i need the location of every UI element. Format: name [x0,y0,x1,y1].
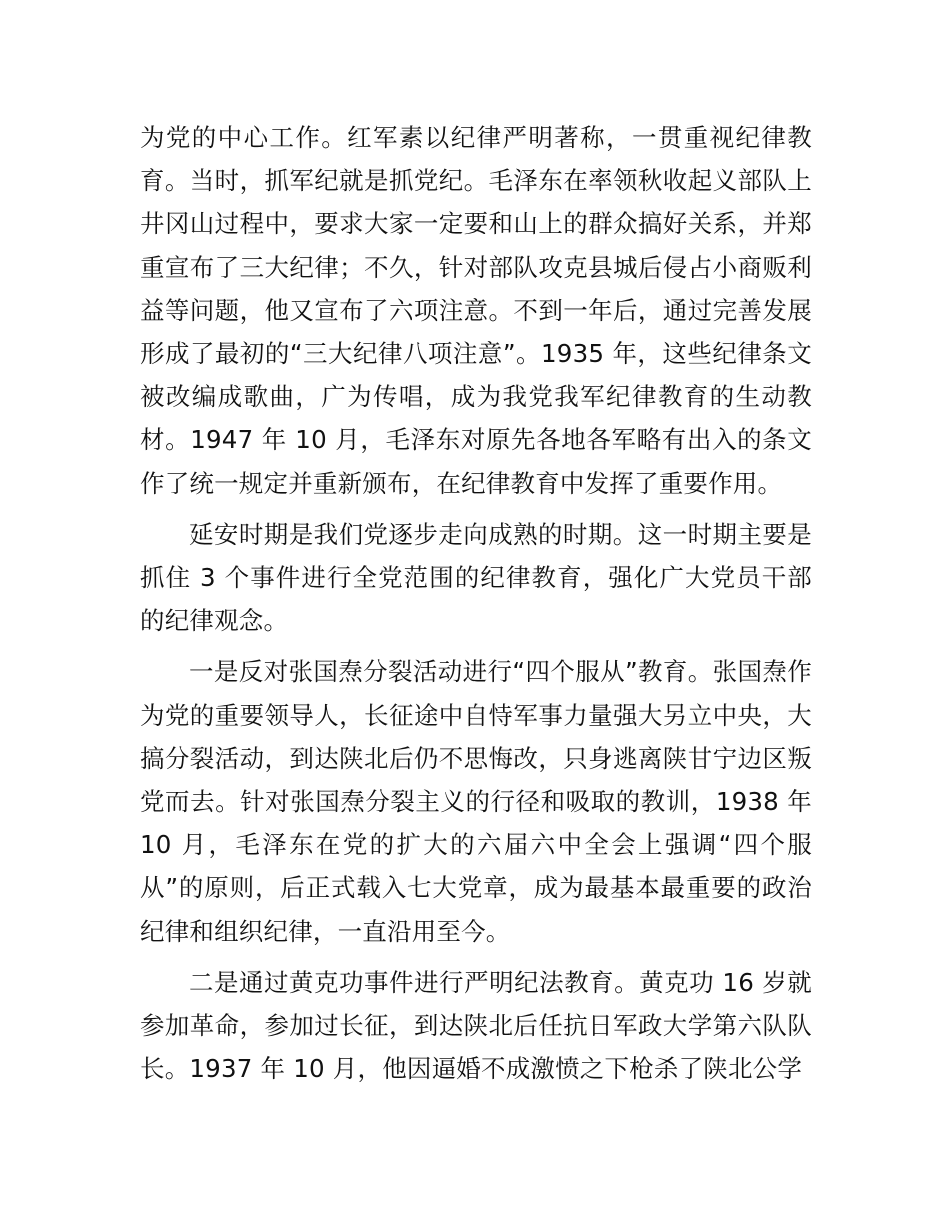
paragraph-zhang-guotao: 一是反对张国焘分裂活动进行“四个服从”教育。张国焘作为党的重要领导人，长征途中自恃军事力量强大另立中央，大搞分裂活动，到达陕北后仍不思悔改，只身逃离陕甘宁边区叛党而去。针对张国焘分裂主义的行径和吸取的教训，1938 年 10 月，毛泽东在党的扩大的六届六中全会上强调“四个服从”的原则，后正式载入七大党章，成为最基本最重要的政治纪律和组织纪律，一直沿用至今。 [140,657,812,946]
paragraph-huang-kegong: 二是通过黄克功事件进行严明纪法教育。黄克功 16 岁就参加革命，参加过长征，到达陕北后任抗日军政大学第六队队长。1937 年 10 月，他因逼婚不成激愤之下枪杀了陕北公学 [140,967,812,1084]
paragraph-yanan-period: 延安时期是我们党逐步走向成熟的时期。这一时期主要是抓住 3 个事件进行全党范围的纪律教育，强化广大党员干部的纪律观念。 [140,519,812,636]
document-page [140,116,812,1090]
paragraph-continued: 为党的中心工作。红军素以纪律严明著称，一贯重视纪律教育。当时，抓军纪就是抓党纪。毛泽东在率领秋收起义部队上井冈山过程中，要求大家一定要和山上的群众搞好关系，并郑重宣布了三大纪律；不久，针对部队攻克县城后侵占小商贩利益等问题，他又宣布了六项注意。不到一年后，通过完善发展形成了最初的“三大纪律八项注意”。1935 年，这些纪律条文被改编成歌曲，广为传唱，成为我党我军纪律教育的生动教材。1947 年 10 月，毛泽东对原先各地各军略有出入的条文作了统一规定并重新颁布，在纪律教育中发挥了重要作用。 [140,123,812,498]
